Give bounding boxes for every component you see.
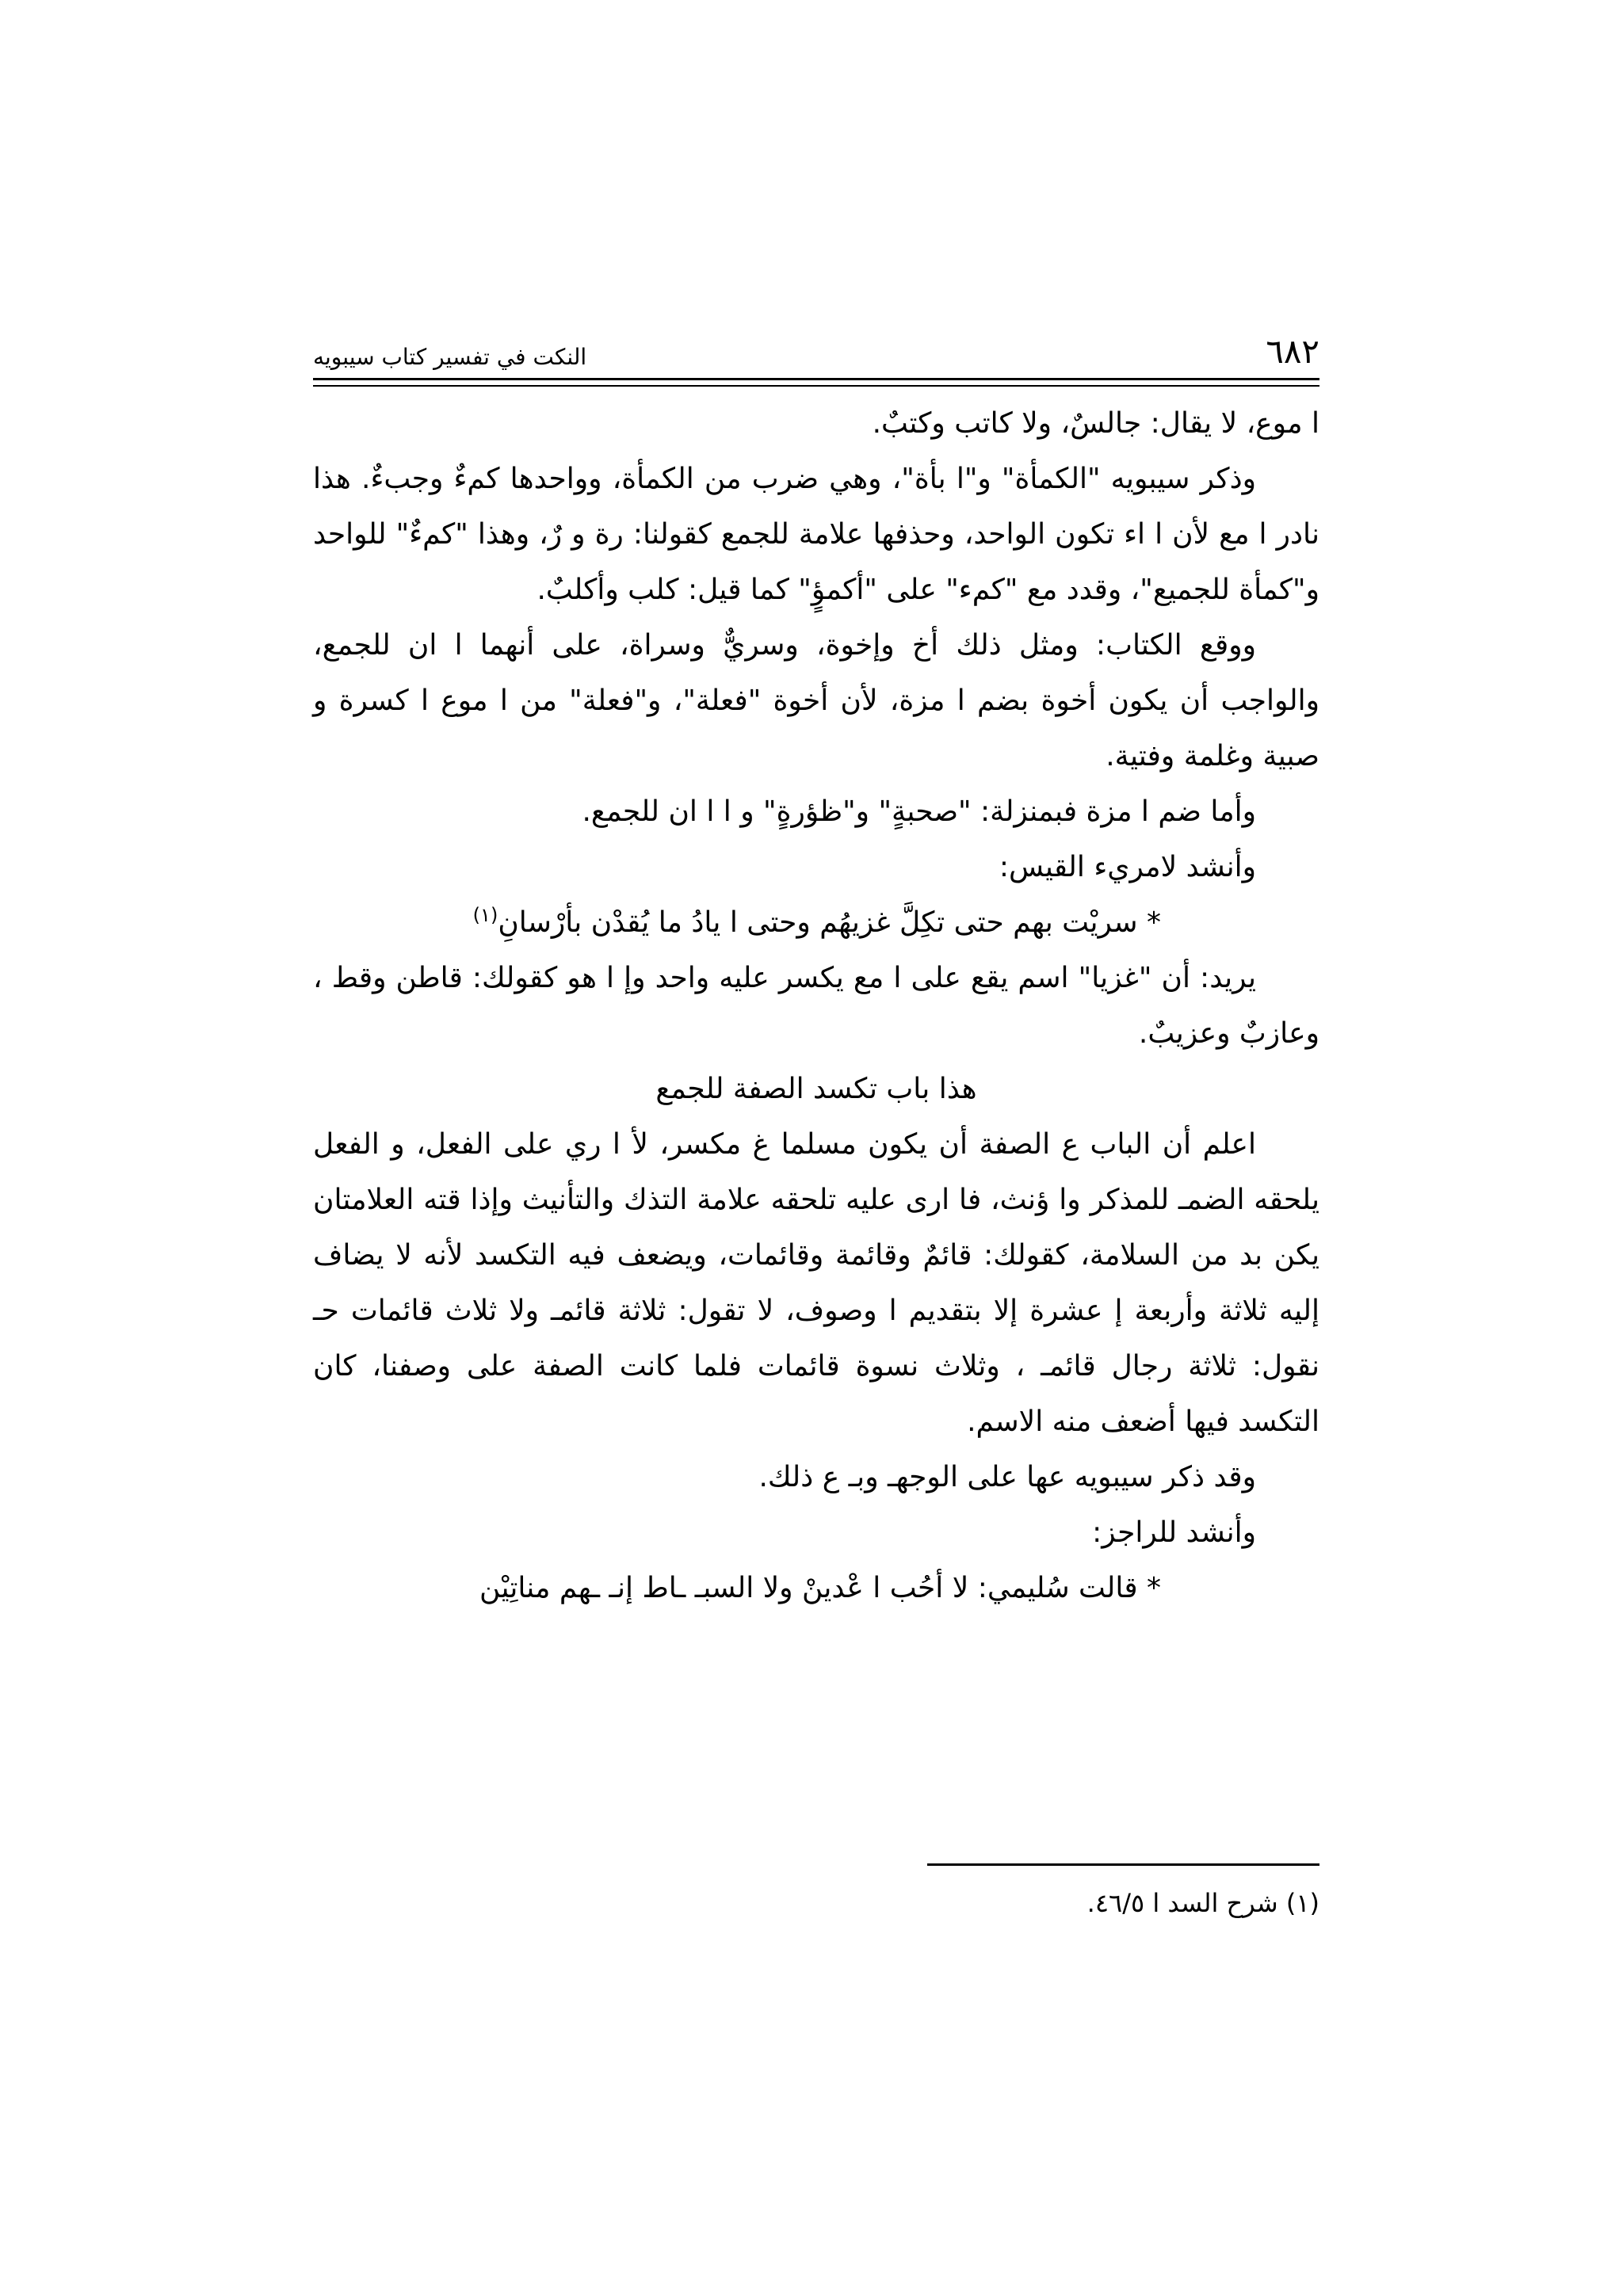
- page-header: [313, 313, 1319, 371]
- verse-text: * سريْت بهم حتى تكِلَّ غزيهُم وحتى ا يادُ ما يُقدْن بأرْسانِ: [498, 906, 1161, 939]
- paragraph: يريد: أن "غزيا" اسم يقع على ا مع يكسر عليه واحد وإ ا هو كقولك: قاطن وقط ، وعازبٌ وعزيبٌ.: [313, 962, 1319, 1050]
- page-number: ٦٨٢: [1266, 332, 1319, 371]
- paragraph: ووقع الكتاب: ومثل ذلك أخ وإخوة، وسريٌّ وسراة، على أنهما ا ان للجمع، والواجب أن يكون أخوة بضم ا مزة، لأن أخوة "فعلة"، و"فعلة" من ا موع ا كسرة و صبية وغلمة وفتية.: [313, 629, 1319, 772]
- paragraph: وأما ضم ا مزة فبمنزلة: "صحبةٍ" و"ظؤرةٍ" و ا ا ان للجمع.: [582, 795, 1256, 828]
- paragraph: وأنشد لامريء القيس:: [999, 851, 1256, 883]
- section-heading: هذا باب تكسد الصفة للجمع: [655, 1073, 977, 1105]
- footnote-rule: [927, 1863, 1319, 1866]
- paragraph: اعلم أن الباب ع الصفة أن يكون مسلما غ مكسر، لأ ا ري على الفعل، و الفعل يلحقه الضمـ للمذكر وا ؤنث، فا ارى عليه تلحقه علامة التذك والتأنيث وإذا قته العلامتان يكن بد من السلامة، كقولك: قائمٌ وقائمة وقائمات، ويضعف فيه التكسد لأنه لا يضاف إليه ثلاثة وأربعة إ عشرة إلا بتقديم ا وصوف، لا تقول: ثلاثة قائمـ ولا ثلاث قائمات حـ نقول: ثلاثة رجال قائمـ ، وثلاث نسوة قائمات فلما كانت الصفة على وصفنا، كان التكسد فيها أضعف منه الاسم.: [313, 1128, 1319, 1438]
- verse-line: [313, 895, 1319, 951]
- paragraph: ا موع، لا يقال: جالسٌ، ولا كاتب وكتبٌ.: [872, 407, 1319, 440]
- header-rule: [313, 378, 1319, 380]
- header-rule-secondary: [313, 385, 1319, 387]
- footnote-marker: (١): [472, 904, 498, 926]
- paragraph: وقد ذكر سيبويه عها على الوجهـ وبـ ع ذلك.: [758, 1461, 1256, 1493]
- body-text: [313, 396, 1319, 1616]
- paragraph: وذكر سيبويه "الكمأة" و"ا بأة"، وهي ضرب من الكمأة، وواحدها كمءٌ وجبءٌ. هذا نادر ا مع لأن ا اء تكون الواحد، وحذفها علامة للجمع كقولنا: رة و رٌ، وهذا "كمءٌ" للواحد و"كمأة للجميع"، وقدد مع "كمء" على "أكمؤٍ" كما قيل: كلب وأكلبٌ.: [313, 463, 1319, 606]
- footnote: (١) شرح السد ا ٤٦/٥.: [1086, 1888, 1319, 1918]
- verse-line: * قالت سُليمي: لا أحُب ا عْدينْ ولا السبـ ـاط إنـ ـهم مناتِيْن: [479, 1572, 1161, 1604]
- running-title: النكت في تفسير كتاب سيبويه: [313, 344, 587, 370]
- paragraph: وأنشد للراجز:: [1092, 1516, 1256, 1549]
